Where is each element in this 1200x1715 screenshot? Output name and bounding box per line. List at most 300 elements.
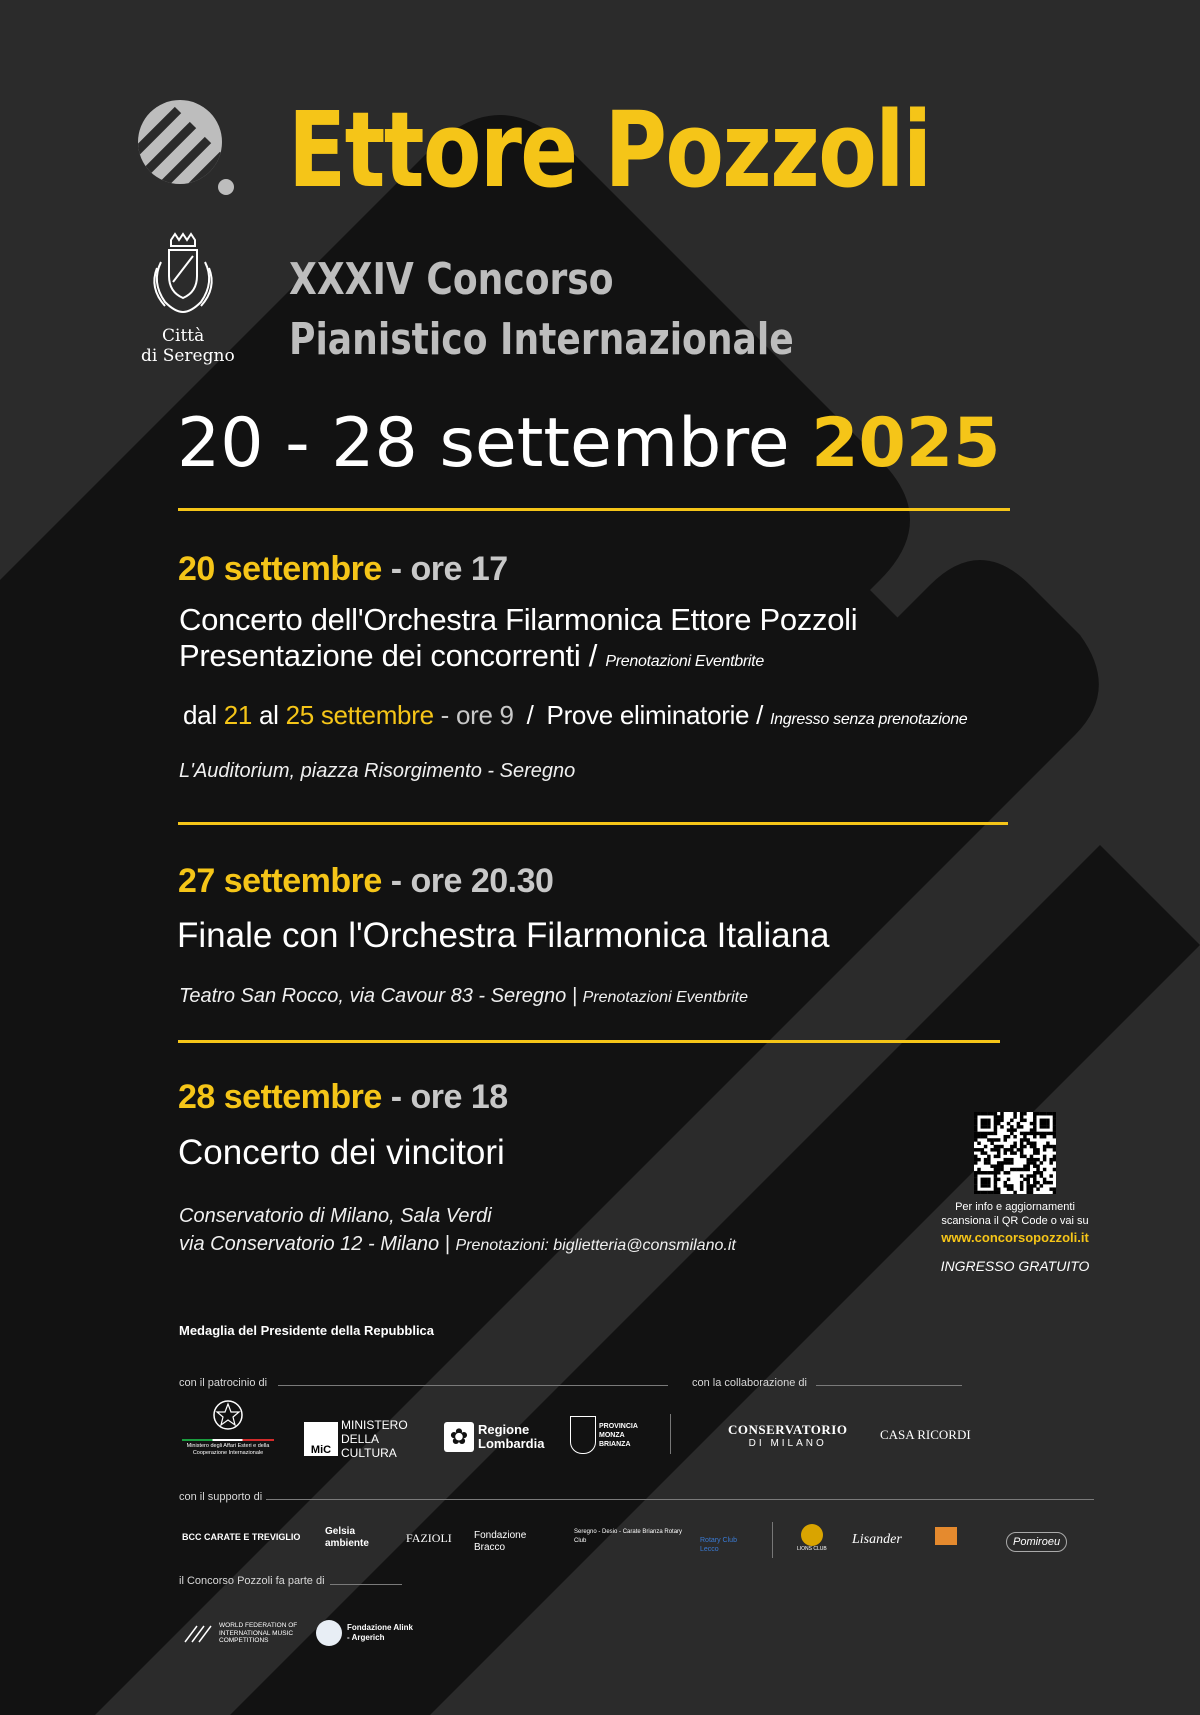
qr-module: [1000, 1119, 1003, 1122]
qr-module: [1000, 1112, 1003, 1115]
qr-module: [1023, 1132, 1026, 1135]
qr-module: [981, 1119, 984, 1122]
patronage-line: [278, 1385, 668, 1386]
qr-module: [1033, 1178, 1036, 1181]
qr-module: [984, 1132, 987, 1135]
sponsor-lisander: Lisander: [852, 1532, 902, 1547]
logo-maeci: [180, 1398, 276, 1457]
info-line2: scansiona il QR Code o vai su: [941, 1215, 1089, 1227]
member-line: [330, 1584, 402, 1585]
logos-separator: [670, 1414, 671, 1454]
qr-module: [1004, 1135, 1007, 1138]
qr-module: [994, 1168, 997, 1171]
pozzoli-logo-icon: [138, 100, 238, 200]
qr-module: [987, 1184, 990, 1187]
member-label: il Concorso Pozzoli fa parte di: [179, 1575, 325, 1587]
range-from: 21: [223, 700, 253, 730]
qr-module: [987, 1181, 990, 1184]
qr-module: [997, 1119, 1000, 1122]
qr-module: [1040, 1119, 1043, 1122]
qr-module: [1033, 1171, 1036, 1174]
qr-module: [1049, 1181, 1052, 1184]
qr-module: [1053, 1125, 1056, 1128]
qr-module: [987, 1155, 990, 1158]
sponsor-bcc: BCC CARATE E TREVIGLIO: [182, 1532, 301, 1542]
qr-module: [1023, 1155, 1026, 1158]
qr-module: [997, 1187, 1000, 1190]
qr-module: [1020, 1132, 1023, 1135]
qr-module: [981, 1112, 984, 1115]
medal-text: Medaglia del Presidente della Repubblica: [179, 1323, 435, 1338]
qr-module: [987, 1178, 990, 1181]
qr-module: [1004, 1181, 1007, 1184]
qr-module: [1046, 1122, 1049, 1125]
logo-ricordi: CASA RICORDI: [880, 1427, 971, 1442]
qr-module: [1046, 1132, 1049, 1135]
qr-module: [984, 1191, 987, 1194]
qr-module: [984, 1125, 987, 1128]
qr-module: [977, 1168, 980, 1171]
qr-module: [1010, 1168, 1013, 1171]
range-event: Prove eliminatorie /: [546, 700, 764, 730]
qr-module: [1017, 1148, 1020, 1151]
wfimc-icon: [183, 1622, 215, 1644]
qr-module: [1046, 1181, 1049, 1184]
qr-module: [984, 1119, 987, 1122]
emblem-icon: [208, 1398, 248, 1432]
logo-mic-text: MINISTERO DELLA CULTURA: [341, 1418, 408, 1460]
qr-module: [990, 1142, 993, 1145]
qr-module: [994, 1132, 997, 1135]
qr-module: [1030, 1122, 1033, 1125]
section3-date: 28 settembre: [178, 1078, 382, 1116]
sponsor-gelsia: Gelsia ambiente: [325, 1526, 369, 1549]
qr-module: [1049, 1145, 1052, 1148]
qr-module: [1033, 1128, 1036, 1131]
qr-module: [1033, 1151, 1036, 1154]
member-wfimc: [183, 1622, 309, 1645]
qr-module: [1033, 1174, 1036, 1177]
qr-module: [1020, 1112, 1023, 1115]
lions-icon: [801, 1524, 823, 1546]
website-link[interactable]: www.concorsopozzoli.it: [941, 1230, 1089, 1245]
qr-module: [1013, 1151, 1016, 1154]
qr-module: [990, 1112, 993, 1115]
member-wfimc-text: WORLD FEDERATION OF INTERNATIONAL MUSIC COMPETITIONS: [219, 1622, 298, 1644]
qr-module: [981, 1132, 984, 1135]
qr-module: [1007, 1178, 1010, 1181]
qr-module: [1020, 1115, 1023, 1118]
qr-module: [1023, 1164, 1026, 1167]
range-to: 25 settembre: [285, 700, 434, 730]
qr-module: [984, 1161, 987, 1164]
qr-module: [1033, 1142, 1036, 1145]
qr-module: [1033, 1148, 1036, 1151]
section2-date-line: [178, 862, 553, 901]
qr-module: [1026, 1191, 1029, 1194]
logo-maeci-text: Ministero degli Affari Esteri e della Cooperazione Internazionale: [186, 1443, 270, 1456]
qr-module: [1000, 1168, 1003, 1171]
qr-module: [1020, 1168, 1023, 1171]
qr-module: [984, 1151, 987, 1154]
festival-dates-main: 20 - 28 settembre: [177, 404, 790, 483]
qr-module: [1033, 1115, 1036, 1118]
qr-module: [974, 1174, 977, 1177]
qr-module: [994, 1171, 997, 1174]
qr-module: [1046, 1145, 1049, 1148]
section1-presentation: [179, 638, 764, 674]
qr-module: [1030, 1145, 1033, 1148]
section3-time: - ore 18: [390, 1078, 508, 1116]
qr-module: [1030, 1142, 1033, 1145]
festival-year: 2025: [811, 404, 1001, 483]
qr-module: [1043, 1178, 1046, 1181]
section2-booking-note: Prenotazioni Eventbrite: [582, 989, 749, 1006]
qr-module: [984, 1112, 987, 1115]
divider: [178, 508, 1010, 511]
page-title: Ettore Pozzoli: [288, 89, 931, 211]
qr-module: [994, 1138, 997, 1141]
qr-module: [1046, 1112, 1049, 1115]
qr-module: [974, 1158, 977, 1161]
qr-module: [1023, 1168, 1026, 1171]
qr-module: [1020, 1145, 1023, 1148]
divider: [178, 822, 1008, 825]
qr-module: [1053, 1155, 1056, 1158]
qr-module: [997, 1138, 1000, 1141]
info-line1: Per info e aggiornamenti: [955, 1201, 1075, 1213]
qr-module: [1023, 1135, 1026, 1138]
section3-venue-line2: [179, 1233, 736, 1256]
qr-module: [1004, 1151, 1007, 1154]
qr-module: [1033, 1122, 1036, 1125]
qr-module: [1040, 1184, 1043, 1187]
qr-module: [1017, 1168, 1020, 1171]
qr-module: [1049, 1161, 1052, 1164]
qr-module: [1020, 1181, 1023, 1184]
qr-module: [977, 1148, 980, 1151]
section1-venue: L'Auditorium, piazza Risorgimento - Seregno: [179, 760, 576, 782]
qr-module: [1020, 1187, 1023, 1190]
qr-module: [997, 1168, 1000, 1171]
qr-module: [1046, 1142, 1049, 1145]
qr-module: [1030, 1187, 1033, 1190]
qr-module: [987, 1122, 990, 1125]
qr-module: [1007, 1187, 1010, 1190]
qr-module: [1020, 1125, 1023, 1128]
qr-module: [1004, 1148, 1007, 1151]
qr-module: [1040, 1132, 1043, 1135]
qr-module: [974, 1155, 977, 1158]
qr-module: [1007, 1184, 1010, 1187]
qr-module: [1026, 1161, 1029, 1164]
section2-event: Finale con l'Orchestra Filarmonica Italiana: [177, 916, 830, 955]
qr-module: [990, 1191, 993, 1194]
qr-module: [1010, 1161, 1013, 1164]
qr-code[interactable]: [974, 1112, 1056, 1194]
qr-module: [1000, 1164, 1003, 1167]
qr-module: [994, 1125, 997, 1128]
qr-module: [1020, 1142, 1023, 1145]
qr-module: [1053, 1132, 1056, 1135]
subtitle-line2: Pianistico Internazionale: [289, 314, 794, 365]
qr-module: [1030, 1128, 1033, 1131]
qr-module: [1036, 1112, 1039, 1115]
qr-module: [974, 1135, 977, 1138]
qr-module: [1013, 1112, 1016, 1115]
qr-module: [974, 1138, 977, 1141]
qr-module: [994, 1184, 997, 1187]
qr-module: [1004, 1158, 1007, 1161]
logo-conservatorio: [728, 1422, 847, 1449]
qr-module: [1053, 1187, 1056, 1190]
section1-time: - ore 17: [390, 550, 508, 588]
qr-module: [1049, 1112, 1052, 1115]
qr-module: [997, 1161, 1000, 1164]
qr-module: [1040, 1112, 1043, 1115]
qr-module: [994, 1155, 997, 1158]
qr-module: [1010, 1119, 1013, 1122]
logo-mic: [304, 1418, 413, 1460]
qr-module: [1053, 1145, 1056, 1148]
festival-dates: [177, 404, 1001, 483]
qr-module: [1004, 1171, 1007, 1174]
mic-icon: MiC: [304, 1422, 338, 1456]
qr-module: [974, 1128, 977, 1131]
qr-module: [1033, 1181, 1036, 1184]
qr-module: [987, 1119, 990, 1122]
qr-module: [1033, 1135, 1036, 1138]
qr-module: [1013, 1191, 1016, 1194]
qr-module: [981, 1171, 984, 1174]
qr-module: [990, 1132, 993, 1135]
support-label: con il supporto di: [179, 1491, 263, 1503]
qr-module: [994, 1174, 997, 1177]
qr-module: [1036, 1148, 1039, 1151]
qr-module: [987, 1171, 990, 1174]
qr-module: [974, 1122, 977, 1125]
qr-module: [1023, 1145, 1026, 1148]
sponsor-pomiroeu: Pomiroeu: [1006, 1532, 1067, 1552]
qr-module: [1036, 1158, 1039, 1161]
qr-module: [1007, 1128, 1010, 1131]
qr-module: [1030, 1191, 1033, 1194]
section2-venue-line: [179, 985, 748, 1008]
qr-module: [1036, 1171, 1039, 1174]
qr-module: [1049, 1187, 1052, 1190]
qr-module: [994, 1187, 997, 1190]
qr-module: [1033, 1164, 1036, 1167]
qr-module: [974, 1132, 977, 1135]
qr-module: [1023, 1178, 1026, 1181]
qr-module: [1013, 1115, 1016, 1118]
qr-module: [1043, 1145, 1046, 1148]
section1-date: 20 settembre: [178, 550, 382, 588]
qr-module: [1026, 1158, 1029, 1161]
qr-module: [977, 1158, 980, 1161]
qr-module: [1040, 1171, 1043, 1174]
sponsor-bracco: Fondazione Bracco: [474, 1530, 527, 1553]
qr-module: [990, 1164, 993, 1167]
qr-module: [990, 1148, 993, 1151]
qr-module: [1020, 1184, 1023, 1187]
logo-lombardia: [444, 1422, 550, 1452]
qr-module: [997, 1178, 1000, 1181]
range-slash: /: [526, 700, 534, 730]
qr-module: [1043, 1125, 1046, 1128]
qr-module: [1040, 1161, 1043, 1164]
qr-module: [1026, 1174, 1029, 1177]
qr-module: [1000, 1115, 1003, 1118]
qr-module: [994, 1178, 997, 1181]
qr-module: [1033, 1125, 1036, 1128]
member-argerich-text: Fondazione Alink - Argerich: [347, 1623, 413, 1642]
qr-module: [1020, 1174, 1023, 1177]
qr-module: [994, 1145, 997, 1148]
qr-module: [974, 1187, 977, 1190]
qr-module: [1020, 1138, 1023, 1141]
logo-lombardia-text: Regione Lombardia: [478, 1422, 545, 1451]
qr-module: [1043, 1112, 1046, 1115]
qr-module: [984, 1158, 987, 1161]
qr-module: [981, 1125, 984, 1128]
qr-module: [1036, 1151, 1039, 1154]
qr-module: [1010, 1158, 1013, 1161]
qr-module: [981, 1181, 984, 1184]
qr-module: [1049, 1158, 1052, 1161]
section2-venue: Teatro San Rocco, via Cavour 83 - Seregno |: [179, 985, 578, 1007]
collab-label: con la collaborazione di: [692, 1377, 807, 1389]
qr-module: [974, 1119, 977, 1122]
qr-module: [1010, 1145, 1013, 1148]
qr-module: [1026, 1132, 1029, 1135]
qr-module: [1026, 1187, 1029, 1190]
qr-module: [1007, 1148, 1010, 1151]
range-note: Ingresso senza prenotazione: [770, 711, 968, 728]
qr-module: [994, 1115, 997, 1118]
qr-module: [1007, 1161, 1010, 1164]
qr-module: [1030, 1155, 1033, 1158]
qr-module: [990, 1171, 993, 1174]
qr-module: [1007, 1158, 1010, 1161]
qr-module: [977, 1142, 980, 1145]
range-time: - ore 9: [440, 700, 514, 730]
qr-module: [997, 1148, 1000, 1151]
qr-module: [1036, 1164, 1039, 1167]
qr-module: [1000, 1125, 1003, 1128]
qr-module: [1007, 1135, 1010, 1138]
qr-module: [1053, 1115, 1056, 1118]
qr-module: [1033, 1161, 1036, 1164]
qr-module: [1036, 1181, 1039, 1184]
qr-module: [1033, 1158, 1036, 1161]
qr-module: [1020, 1151, 1023, 1154]
sponsor-fazioli: FAZIOLI: [406, 1531, 452, 1545]
qr-module: [1040, 1135, 1043, 1138]
qr-module: [1026, 1181, 1029, 1184]
qr-module: [974, 1161, 977, 1164]
qr-module: [1053, 1119, 1056, 1122]
qr-module: [1010, 1151, 1013, 1154]
qr-module: [1010, 1128, 1013, 1131]
qr-module: [1026, 1178, 1029, 1181]
qr-module: [1013, 1142, 1016, 1145]
qr-module: [1004, 1138, 1007, 1141]
qr-module: [1043, 1158, 1046, 1161]
qr-module: [981, 1135, 984, 1138]
collab-line: [816, 1385, 962, 1386]
qr-module: [974, 1115, 977, 1118]
qr-module: [977, 1135, 980, 1138]
city-name-line1: Città: [162, 326, 205, 346]
section1-range-line: [183, 700, 967, 731]
section2-date: 27 settembre: [178, 862, 382, 900]
qr-module: [994, 1148, 997, 1151]
section3-booking-note: Prenotazioni: biglietteria@consmilano.it: [455, 1237, 736, 1254]
qr-module: [1010, 1184, 1013, 1187]
qr-module: [1017, 1125, 1020, 1128]
qr-module: [1043, 1168, 1046, 1171]
qr-module: [974, 1191, 977, 1194]
qr-module: [1026, 1184, 1029, 1187]
sponsor-rotary-seregno: Seregno - Desio - Carate Brianza Rotary Club: [574, 1529, 683, 1544]
qr-module: [994, 1181, 997, 1184]
qr-module: [1043, 1155, 1046, 1158]
qr-module: [994, 1191, 997, 1194]
qr-module: [1000, 1145, 1003, 1148]
qr-module: [1010, 1125, 1013, 1128]
city-name-line2: di Seregno: [141, 346, 235, 366]
qr-module: [981, 1148, 984, 1151]
qr-module: [997, 1155, 1000, 1158]
qr-module: [974, 1112, 977, 1115]
qr-module: [1020, 1148, 1023, 1151]
qr-module: [994, 1119, 997, 1122]
lombardia-rose-icon: ✿: [444, 1422, 474, 1452]
qr-module: [1040, 1174, 1043, 1177]
section3-venue-line1: Conservatorio di Milano, Sala Verdi: [179, 1205, 492, 1227]
qr-module: [1013, 1135, 1016, 1138]
section3-date-line: [178, 1078, 508, 1117]
section3-venue: via Conservatorio 12 - Milano |: [179, 1233, 450, 1255]
qr-module: [1017, 1122, 1020, 1125]
qr-module: [1030, 1132, 1033, 1135]
qr-module: [1000, 1161, 1003, 1164]
section1-date-line: [178, 550, 508, 589]
qr-module: [987, 1138, 990, 1141]
qr-module: [1053, 1148, 1056, 1151]
qr-module: [974, 1171, 977, 1174]
logo-provincia: [570, 1416, 655, 1454]
qr-module: [1023, 1112, 1026, 1115]
qr-module: [997, 1122, 1000, 1125]
qr-module: [1026, 1142, 1029, 1145]
range-mid: al: [259, 700, 279, 730]
qr-module: [997, 1145, 1000, 1148]
provincia-crest-icon: [570, 1416, 596, 1454]
qr-module: [1053, 1168, 1056, 1171]
sponsors-separator: [772, 1522, 773, 1558]
qr-module: [1026, 1168, 1029, 1171]
qr-module: [997, 1191, 1000, 1194]
qr-module: [1046, 1119, 1049, 1122]
member-argerich: [316, 1620, 417, 1646]
qr-module: [1007, 1171, 1010, 1174]
qr-module: [990, 1138, 993, 1141]
qr-module: [997, 1164, 1000, 1167]
qr-module: [987, 1161, 990, 1164]
sponsor-lions-text: LIONS CLUB: [797, 1546, 827, 1552]
